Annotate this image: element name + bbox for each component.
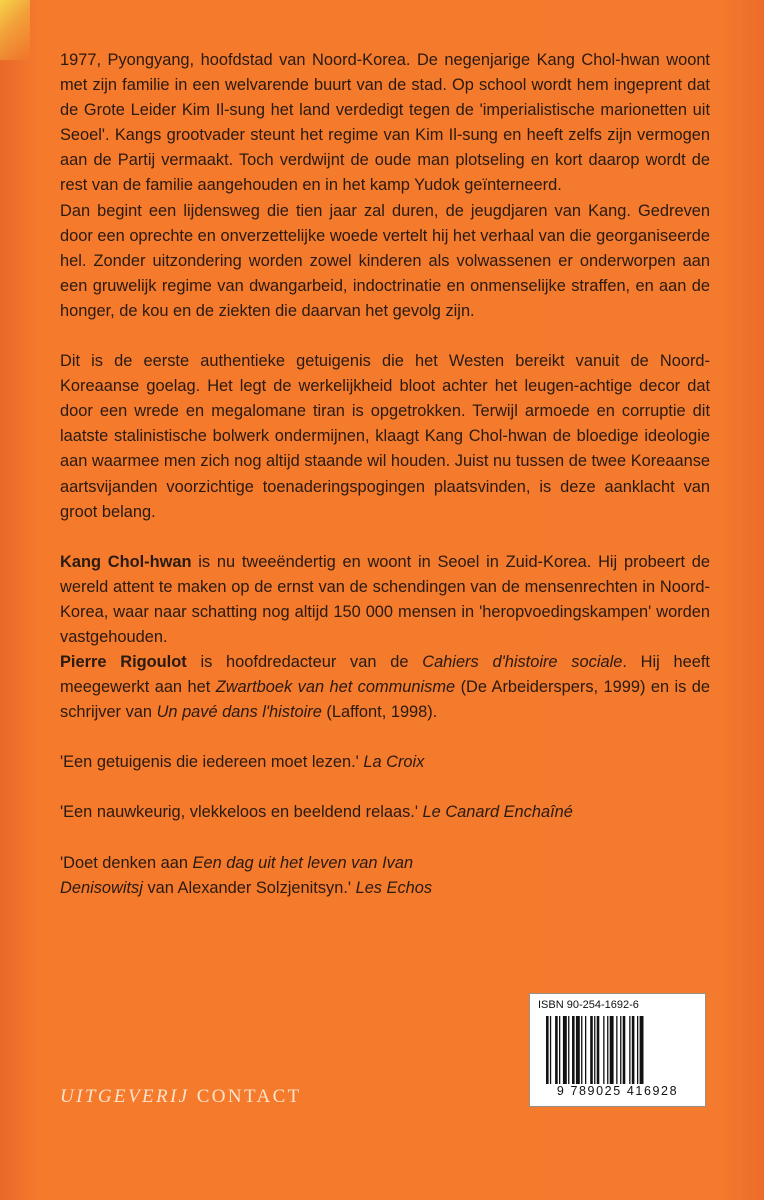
barcode-bar [572,1016,575,1084]
barcode-bar [623,1016,626,1084]
review-quote [60,800,710,825]
review-quote [60,750,710,775]
blurb-paragraph-3: Dit is de eerste authentieke getuigenis die het Westen bereikt vanuit de Noord-Koreaanse goelag. Het legt de werkelijkheid bloot achter het leugen-achtige decor dat door een wrede en megalomane tiran is opgetrokken. Terwijl armoede en corruptie dit laatste stalinistische bolwerk ondermijnen, klaagt Kang Chol-hwan de bloedige ideologie aan waarmee men zich nog altijd staande wil houden. Juist nu tussen de twee Koreaanse aartsvijanden voorzichtige toenaderingspogingen plaatsvinden, is deze aanklacht van groot belang. [60,352,710,521]
barcode-bar [576,1016,580,1084]
quote-text: 'Doet denken aan [60,853,193,872]
quote-source: La Croix [363,753,425,772]
bio-pierre-text: (De Arbeiderspers, 1999) en is de schrijver van [60,678,711,722]
publisher-word: UITGEVERIJ [60,1086,190,1107]
blurb-text [60,48,710,901]
isbn-number: ISBN 90-254-1692-6 [538,999,639,1011]
barcode-bar [620,1016,621,1084]
barcode-bar [603,1016,604,1084]
bio-pierre-text: is hoofdredacteur van de [186,653,423,672]
isbn-barcode-label [529,993,706,1107]
quote-text: 'Een nauwkeurig, vlekkeloos en beeldend relaas.' [60,803,423,822]
barcode-bar [581,1016,582,1084]
barcode-bar [640,1016,644,1084]
quote-source: Le Canard Enchaîné [422,803,573,822]
barcode-bar [555,1016,558,1084]
cover-corner-highlight [0,0,30,60]
review-quote [60,851,500,901]
barcode-bar [568,1016,569,1084]
barcode-bar [563,1016,567,1084]
bio-kang [60,550,710,650]
barcode-bar [610,1016,614,1084]
barcode-bar [597,1016,600,1084]
barcode-bar [559,1016,560,1084]
bio-kang-text: is nu tweeëndertig en woont in Seoel in Zuid-Korea. Hij probeert de wereld attent te maken op de ernst van de schendingen van de mensenrechten in Noord-Korea, waar naar schatting nog altijd 150 000 mensen in 'heropvoedingskampen' worden vastgehouden. [60,552,710,646]
barcode-bar [616,1016,617,1084]
bio-pierre-text: (Laffont, 1998). [321,703,438,722]
barcode-bar [632,1016,635,1084]
ean-number: 9 789025 416928 [556,1084,679,1098]
bio-pierre-publication: Un pavé dans l'histoire [156,703,322,722]
barcode-bars [546,1016,690,1084]
barcode-bar [546,1016,549,1084]
barcode-bar [637,1016,638,1084]
bio-pierre-publication: Zwartboek van het communisme [215,678,456,697]
quote-text: van Alexander Solzjenitsyn.' [142,878,356,897]
bio-pierre-text: . Hij heeft meegewerkt aan het [60,653,710,697]
quote-text: 'Een getuigenis die iedereen moet lezen.' [60,753,364,772]
bio-kang-name: Kang Chol-hwan [60,552,192,571]
blurb-paragraph-2: Dan begint een lijdensweg die tien jaar zal duren, de jeugdjaren van Kang. Gedreven door een oprechte en onverzettelijke woede vertelt hij het verhaal van die georganiseerde hel. Zonder uitzondering worden zowel kinderen als volwassenen er onderworpen aan een gruwelijk regime van dwangarbeid, indoctrinatie en onmenselijke straffen, en aan de honger, de kou en de ziekten die daarvan het gevolg zijn. [60,201,710,320]
barcode-bar [590,1016,593,1084]
publisher-logo [60,1086,302,1108]
barcode-bar [594,1016,595,1084]
publisher-word: CONTACT [196,1086,302,1107]
barcode-bar [607,1016,608,1084]
barcode-bar [629,1016,630,1084]
barcode-bar [550,1016,551,1084]
quote-source: Les Echos [355,878,433,897]
bio-pierre [60,650,710,725]
bio-pierre-publication: Cahiers d'histoire sociale [422,653,623,672]
blurb-paragraph-1: 1977, Pyongyang, hoofdstad van Noord-Korea. De negenjarige Kang Chol-hwan woont met zijn familie in een welvarende buurt van de stad. Op school wordt hem ingeprent dat de Grote Leider Kim Il-sung het land verdedigt tegen de 'imperialistische marionetten uit Seoel'. Kangs grootvader steunt het regime van Kim Il-sung en heeft zelfs zijn vermogen aan de Partij vermaakt. Toch verdwijnt de oude man plotseling en kort daarop wordt de rest van de familie aangehouden en in het kamp Yudok geïnterneerd. [60,51,710,195]
barcode-bar [585,1016,586,1084]
bio-pierre-name: Pierre Rigoulot [60,653,187,672]
quote-book-title: Een dag uit het leven van Ivan Denisowitsj [60,853,414,897]
